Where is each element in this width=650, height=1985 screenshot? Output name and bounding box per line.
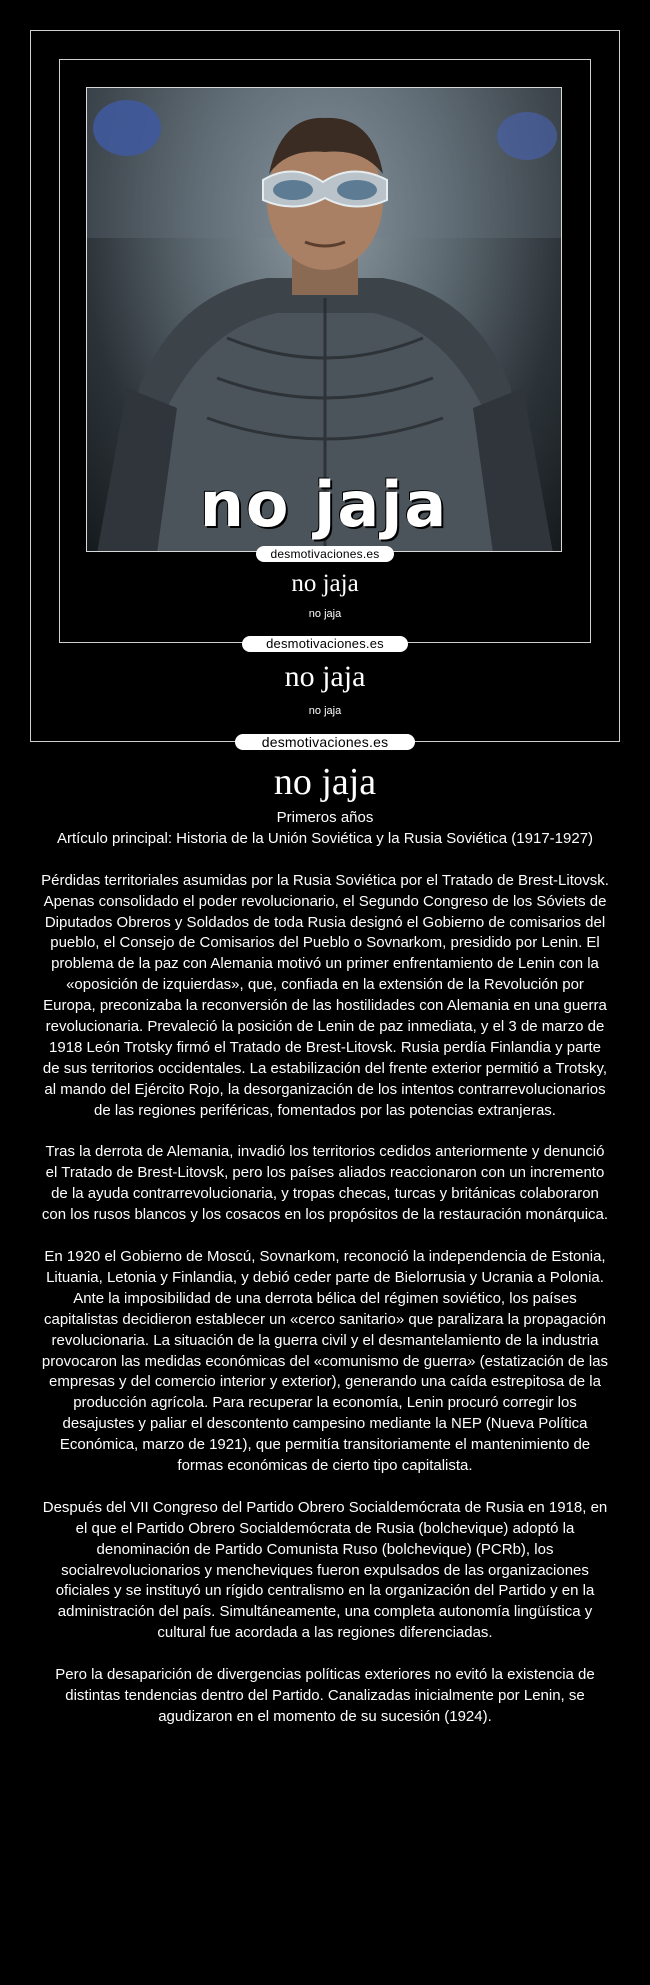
image-note: Pérdidas territoriales asumidas por la Rusia Soviética por el Tratado de Brest-Litovsk. xyxy=(41,871,609,889)
watermark-badge-middle: desmotivaciones.es xyxy=(242,636,408,652)
photo-caption: no jaja xyxy=(199,468,449,541)
poster-title-inner: no jaja xyxy=(291,570,359,597)
meme-photo xyxy=(86,87,562,552)
poster-subtitle-inner: no jaja xyxy=(308,608,342,620)
paragraph: Tras la derrota de Alemania, invadió los territorios cedidos anteriormente y denunció el Tratado de Brest-Litovsk, pero los países aliados reaccionaron con un incremento de la ayuda contrarrevolucionaria, y tropas checas, turcas y británicas colaboraron con los rusos blancos y los cosacos en los propósitos de la restauración monárquica. xyxy=(41,1143,609,1224)
article-text xyxy=(40,808,610,1749)
paragraph: Después del VII Congreso del Partido Obrero Socialdemócrata de Rusia en 1918, en el que el Partido Obrero Socialdemócrata de Rusia (bolchevique) adoptó la denominación de Partido Comunista Ruso (bolchevique) (PCRb), los socialrevolucionarios y mencheviques fueron expulsados de las organizaciones oficiales y se instituyó un rígido centralismo en la organización del Partido y en la administración del país. Simultáneamente, una completa autonomía lingüística y cultural fue acordada a las regiones diferenciadas. xyxy=(42,1498,608,1642)
section-title: Primeros años xyxy=(276,809,374,826)
poster-subtitle-middle: no jaja xyxy=(308,705,342,717)
paragraph: Pero la desaparición de divergencias políticas exteriores no evitó la existencia de distintas tendencias dentro del Partido. Canalizadas inicialmente por Lenin, se agudizaron en el momento de su sucesión (1924). xyxy=(55,1666,595,1725)
watermark-badge-outer: desmotivaciones.es xyxy=(235,734,415,750)
watermark-badge-inner: desmotivaciones.es xyxy=(256,546,394,562)
paragraph: Apenas consolidado el poder revolucionario, el Segundo Congreso de los Sóviets de Diputados Obreros y Soldados de toda Rusia designó el Gobierno de comisarios del pueblo, el Consejo de Comisarios del Pueblo o Sovnarkom, presidido por Lenin. El problema de la paz con Alemania motivó un primer enfrentamiento de Lenin con la «oposición de izquierdas», que, confiada en la extensión de la Revolución por Europa, preconizaba la reconversión de las hostilidades con Alemania en una guerra revolucionaria. Prevaleció la posición de Lenin de paz inmediata, y el 3 de marzo de 1918 León Trotsky firmó el Tratado de Brest-Litovsk. Rusia perdía Finlandia y parte de sus territorios occidentales. La estabilización del frente exterior permitió a Trotsky, al mando del Ejército Rojo, la desorganización de los intentos contrarrevolucionarios de las regiones periféricas, fomentados por las potencias extranjeras. xyxy=(42,892,608,1119)
paragraph: En 1920 el Gobierno de Moscú, Sovnarkom, reconoció la independencia de Estonia, Lituania, Letonia y Finlandia, y debió ceder parte de Bielorrusia y Ucrania a Polonia. Ante la imposibilidad de una derrota bélica del régimen soviético, los países capitalistas decidieron establecer un «cerco sanitario» que paralizara la propagación revolucionaria. La situación de la guerra civil y el desmantelamiento de la industria provocaron las medidas económicas del «comunismo de guerra» (estatización de las empresas y del comercio interior y exterior), generando una caída estrepitosa de la producción agrícola. Para recuperar la economía, Lenin procuró corregir los desajustes y paliar el descontento campesino mediante la NEP (Nueva Política Económica, marzo de 1921), que permitía transitoriamente el mantenimiento de formas económicas de cierto tipo capitalista. xyxy=(41,1248,609,1475)
poster-title-middle: no jaja xyxy=(284,660,366,693)
poster-title-outer: no jaja xyxy=(273,761,377,803)
main-article-note: Artículo principal: Historia de la Unión Soviética y la Rusia Soviética (1917-1927) xyxy=(56,829,594,847)
